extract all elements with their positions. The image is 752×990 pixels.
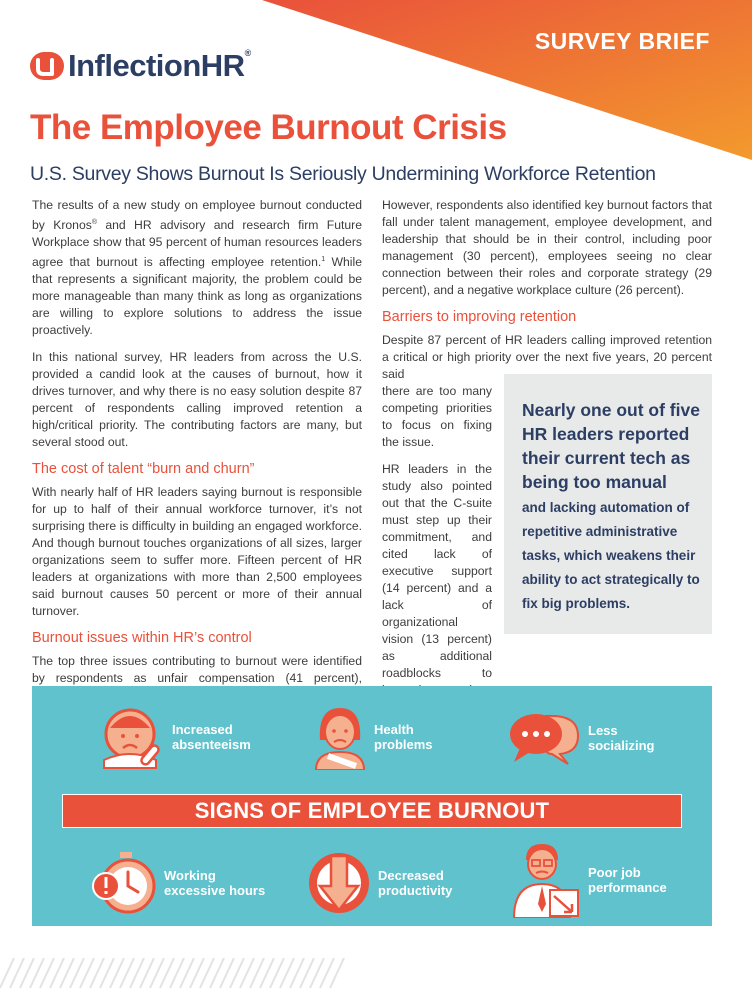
sign-label: Less [588, 723, 618, 738]
sign-productivity [306, 850, 452, 916]
sign-excessive-hours [92, 850, 265, 916]
sign-label: Increased [172, 722, 233, 737]
sign-label: Health [374, 722, 414, 737]
sign-socializing [508, 708, 654, 768]
control-paragraph: The top three issues contributing to burnout were identified by respondents as unfair compensation (41 percent), [32, 654, 362, 686]
sign-label: Poor job [588, 865, 641, 880]
brand-name: Inflection [68, 48, 201, 83]
barriers-paragraph-narrow: there are too many competing priorities to focus on fixing the issue. [382, 384, 492, 449]
cost-paragraph: With nearly half of HR leaders saying burnout is responsible for up to half of their annual workforce turnover, it’s not surprising there is difficulty in building an engaged workforce. And though burnout touches organizations of all sizes, larger organizations seem to suffer more. Fifteen percent of HR leaders at organizations with more than 2,500 employees said burnout causes 50 percent or more of their annual turnover. [32, 485, 362, 619]
survey-brief-label: SURVEY BRIEF [534, 28, 710, 54]
brand-reg-mark: ® [244, 48, 251, 58]
signs-banner [62, 794, 682, 828]
brand-logo [30, 46, 251, 86]
section-heading-control: Burnout issues within HR’s control [32, 630, 252, 647]
sign-label: absenteeism [172, 737, 251, 752]
page-subtitle: U.S. Survey Shows Burnout Is Seriously Undermining Workforce Retention [30, 163, 656, 185]
banner-title: SIGNS OF EMPLOYEE BURNOUT [194, 798, 550, 823]
sign-performance [512, 842, 667, 918]
brand-name-hr: HR [200, 48, 245, 83]
sign-label: excessive hours [164, 883, 266, 898]
section-heading-barriers: Barriers to improving retention [382, 309, 577, 325]
down-arrow-circle-icon [306, 850, 372, 916]
callout-body: and lacking automation of repetitive administrative tasks, which weakens their ability to act strategically to fix big problems. [522, 500, 700, 611]
sign-label: problems [374, 737, 433, 752]
left-column [32, 197, 362, 731]
callout-headline: Nearly one out of five HR leaders reported their current tech as being too manual [522, 400, 700, 492]
sign-label: productivity [378, 883, 453, 898]
worker-declining-chart-icon [512, 842, 582, 918]
speech-bubbles-icon [508, 708, 582, 768]
inflection-logo-icon [30, 51, 66, 81]
sign-label: Decreased [378, 868, 444, 883]
callout-box [504, 374, 712, 634]
sick-person-thermometer-icon [100, 704, 166, 770]
barriers-paragraph-wide: Despite 87 percent of HR leaders calling improved retention a critical or high priority over the next five years, 20 percent said [382, 333, 712, 381]
sign-absenteeism [100, 704, 251, 770]
clock-alert-icon [92, 850, 158, 916]
sign-label: performance [588, 880, 667, 895]
decorative-stripes [0, 958, 350, 988]
survey-paragraph: In this national survey, HR leaders from across the U.S. provided a candid look at the causes of burnout, how it drives turnover, and why there is no easy solution despite 87 percent of respondents calling improved retention a high/critical priority. The contributing factors are many, but several stood out. [32, 350, 362, 450]
section-heading-cost: The cost of talent “burn and churn” [32, 461, 255, 478]
page-title: The Employee Burnout Crisis [30, 108, 507, 147]
sign-health [312, 704, 433, 770]
sign-label: socializing [588, 738, 655, 753]
factors-paragraph: However, respondents also identified key burnout factors that fall under talent management, employee development, and leadership that should be in their control, including poor management (30 percent), employees seeing no clear connection between their roles and corporate strategy (29 percent), and a negative workplace culture (26 percent). [382, 198, 712, 297]
csuite-paragraph: HR leaders in the study also pointed out that the C-suite must step up their commitment, and cited lack of executive support (14 percent) and a lack of organizational vision (13 percent) as additional roadblocks to [382, 462, 492, 680]
sign-label: Working [164, 868, 216, 883]
intro-paragraph: The results of a new study on employee burnout conducted by Kronos® and HR advisory and research firm Future Workplace show that 95 percent of human resources leaders agree that burnout is affecting employee retention.$^1$ While that represents a significant majority, the problem could be more manageable than many think as long as organizations are willing to explore solutions to address the issue proactively. [32, 198, 363, 338]
injured-person-sling-icon [312, 704, 368, 770]
